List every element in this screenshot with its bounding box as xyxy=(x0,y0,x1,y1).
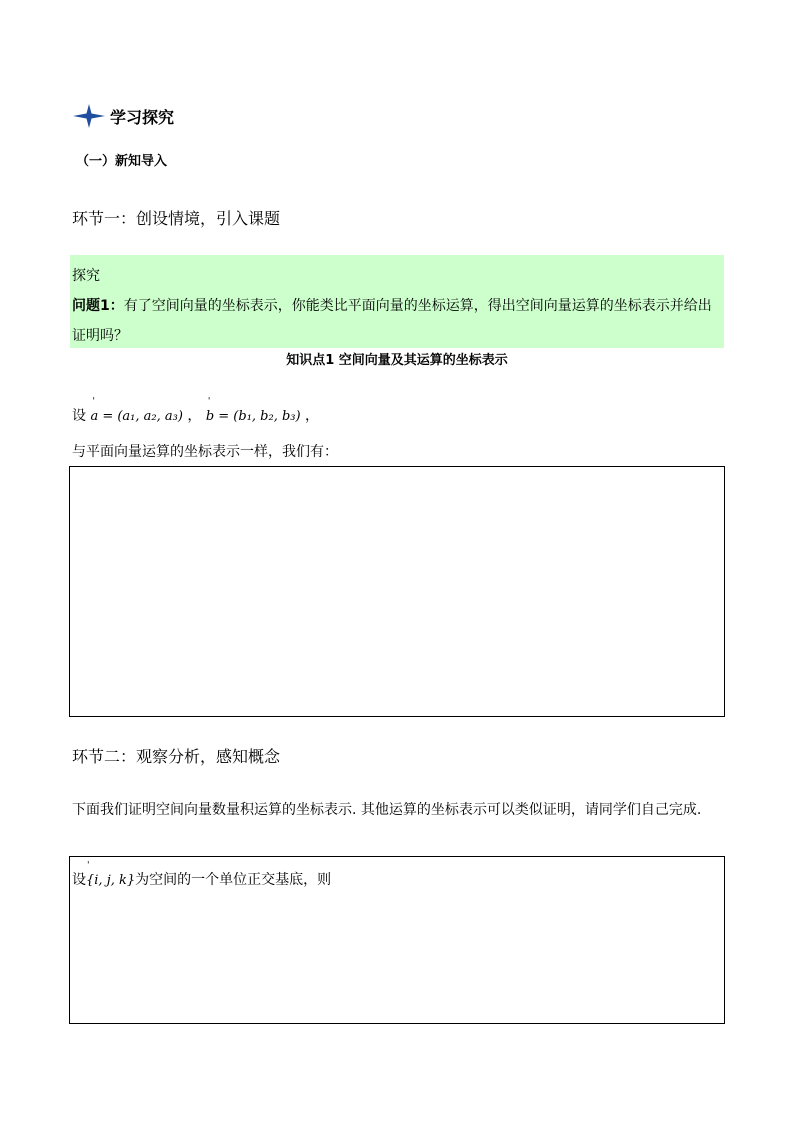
question-text: 有了空间向量的坐标表示，你能类比平面向量的坐标运算，得出空间向量运算的坐标表示并给出证明吗？ xyxy=(72,298,712,344)
question-one xyxy=(72,291,722,351)
formula-prefix: 设 xyxy=(72,408,86,424)
vector-b-expression: ' b = (b₁, b₂, b₃) xyxy=(206,409,301,424)
section-title: 学习探究 xyxy=(110,107,175,127)
section-heading xyxy=(72,100,174,132)
question-label: 问题1： xyxy=(72,298,124,314)
step-two-heading: 环节二：观察分析，感知概念 xyxy=(72,747,281,766)
step-one-heading: 环节一：创设情境，引入课题 xyxy=(72,209,281,228)
subsection-title: （一）新知导入 xyxy=(76,154,168,169)
explore-box xyxy=(70,255,724,348)
formula-suffix: ， xyxy=(305,408,320,424)
knowledge-point-title: 知识点1 空间向量及其运算的坐标表示 xyxy=(286,353,508,368)
basis-suffix: 为空间的一个单位正交基底，则 xyxy=(135,872,332,888)
four-point-star-icon xyxy=(72,102,106,130)
vector-definition xyxy=(72,405,319,425)
answer-box-operations[interactable] xyxy=(69,466,725,717)
formula-sep: ， xyxy=(187,408,202,424)
answer-box-proof[interactable] xyxy=(69,856,725,1024)
coordinate-ops-intro: 与平面向量运算的坐标表示一样，我们有： xyxy=(72,444,338,460)
basis-prefix: 设 xyxy=(72,872,86,888)
basis-vectors: ' {i, j, k} xyxy=(86,873,135,888)
basis-statement xyxy=(72,869,331,889)
proof-intro: 下面我们证明空间向量数量积运算的坐标表示. 其他运算的坐标表示可以类似证明，请同学们自己完成. xyxy=(72,802,702,818)
vector-a-expression: ' a = (a₁, a₂, a₃) xyxy=(90,409,182,424)
explore-label: 探究 xyxy=(72,268,100,284)
